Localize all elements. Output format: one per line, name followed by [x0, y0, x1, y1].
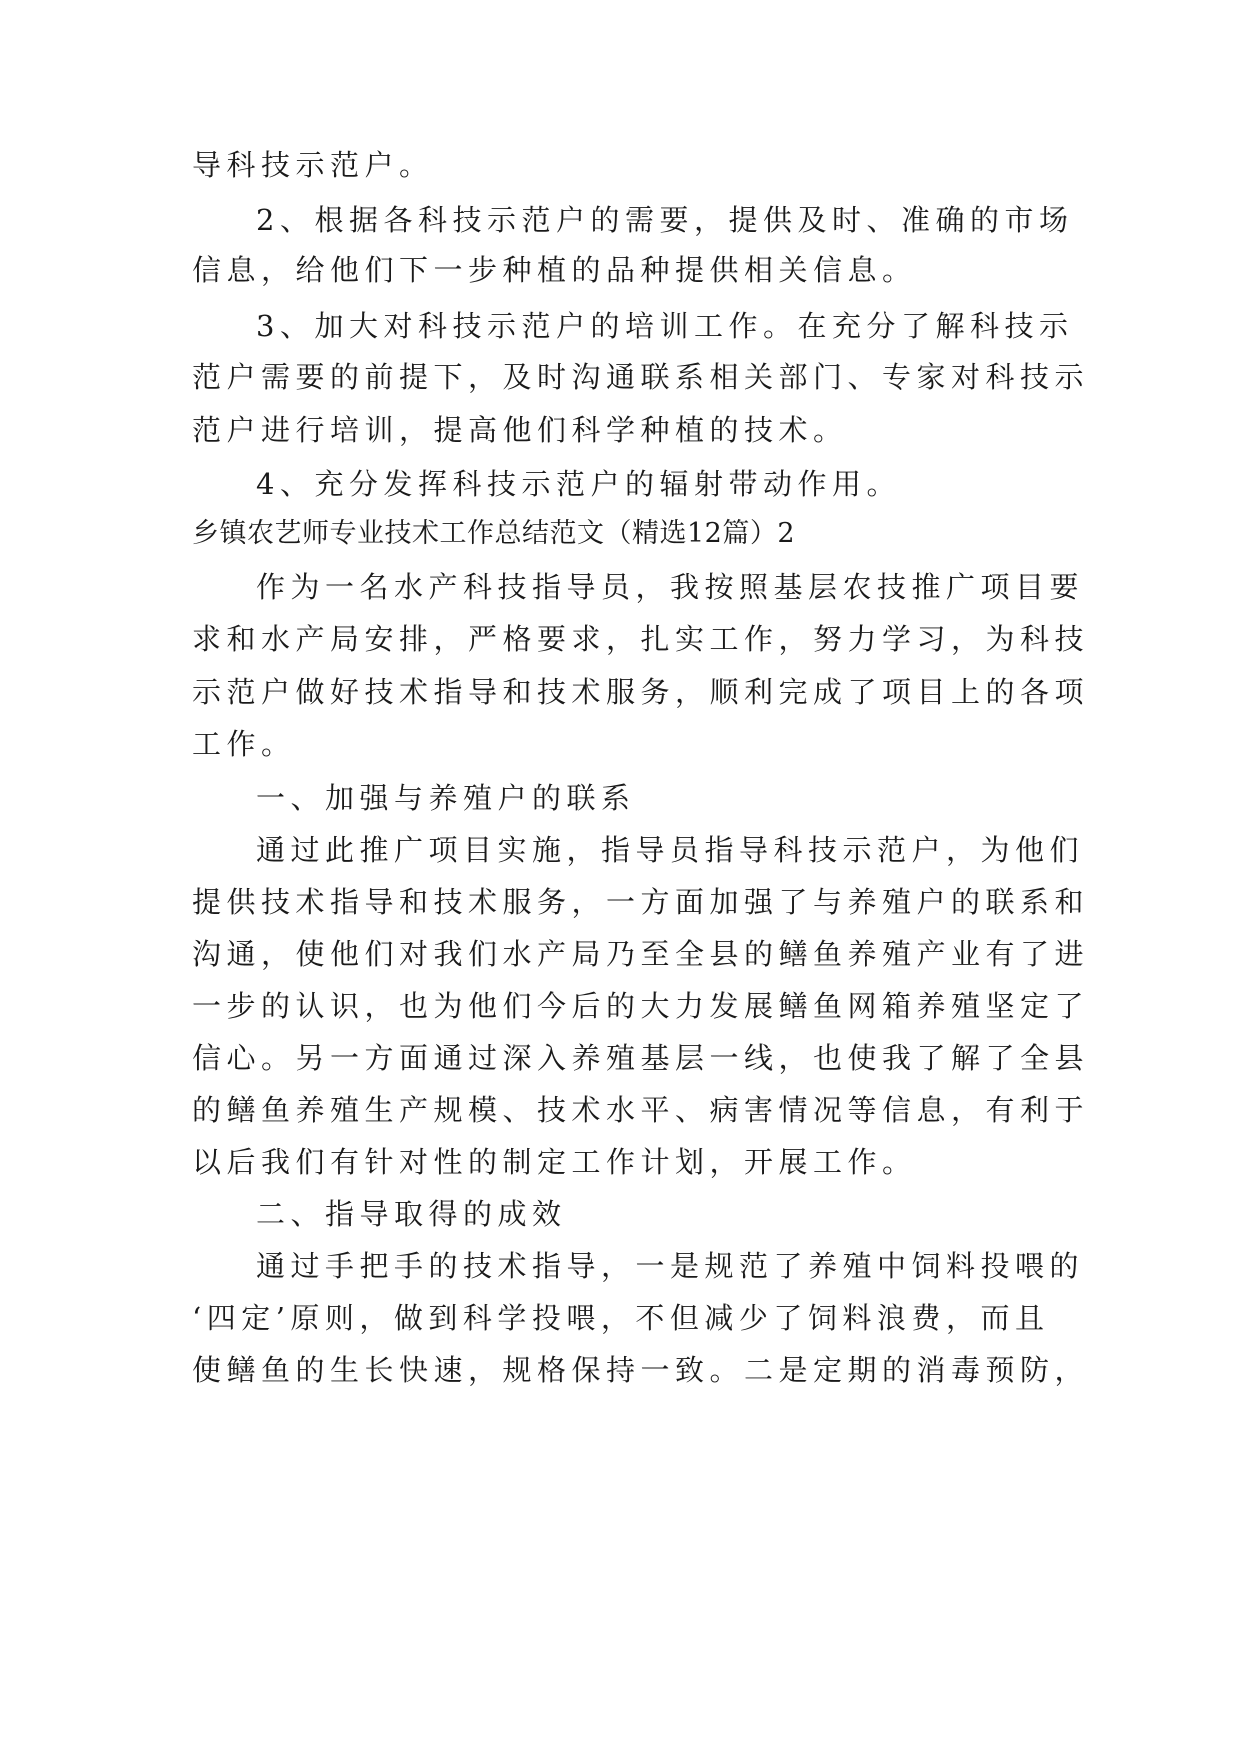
- text-line: 范户进行培训，提高他们科学种植的技术。: [192, 413, 848, 447]
- text-line: 信息，给他们下一步种植的品种提供相关信息。: [192, 253, 917, 287]
- section-title: 乡镇农艺师专业技术工作总结范文（精选12篇）2: [192, 518, 796, 549]
- heading-line: 一、加强与养殖户的联系: [256, 781, 636, 815]
- paragraph-line: 2、根据各科技示范户的需要，提供及时、准确的市场: [256, 203, 1074, 237]
- text-line: ‘四定’原则，做到科学投喂，不但减少了饲料浪费，而且: [192, 1301, 1050, 1335]
- text-line: 一步的认识，也为他们今后的大力发展鳝鱼网箱养殖坚定了: [192, 989, 1090, 1023]
- text-line: 使鳝鱼的生长快速，规格保持一致。二是定期的消毒预防，: [192, 1353, 1090, 1387]
- paragraph-line: 作为一名水产科技指导员，我按照基层农技推广项目要: [256, 570, 1085, 604]
- text-line: 导科技示范户。: [192, 148, 434, 182]
- text-line: 工作。: [192, 727, 296, 761]
- text-line: 示范户做好技术指导和技术服务，顺利完成了项目上的各项: [192, 675, 1090, 709]
- paragraph-line: 通过此推广项目实施，指导员指导科技示范户，为他们: [256, 833, 1085, 867]
- text-line: 的鳝鱼养殖生产规模、技术水平、病害情况等信息，有利于: [192, 1093, 1090, 1127]
- text-line: 沟通，使他们对我们水产局乃至全县的鳝鱼养殖产业有了进: [192, 937, 1090, 971]
- paragraph-line: 通过手把手的技术指导，一是规范了养殖中饲料投喂的: [256, 1249, 1085, 1283]
- paragraph-line: 4、充分发挥科技示范户的辐射带动作用。: [256, 467, 901, 501]
- text-line: 范户需要的前提下，及时沟通联系相关部门、专家对科技示: [192, 360, 1090, 394]
- text-line: 求和水产局安排，严格要求，扎实工作，努力学习，为科技: [192, 622, 1090, 656]
- text-line: 提供技术指导和技术服务，一方面加强了与养殖户的联系和: [192, 885, 1090, 919]
- heading-line: 二、指导取得的成效: [256, 1197, 567, 1231]
- text-line: 信心。另一方面通过深入养殖基层一线，也使我了解了全县: [192, 1041, 1090, 1075]
- text-line: 以后我们有针对性的制定工作计划，开展工作。: [192, 1145, 917, 1179]
- paragraph-line: 3、加大对科技示范户的培训工作。在充分了解科技示: [256, 309, 1074, 343]
